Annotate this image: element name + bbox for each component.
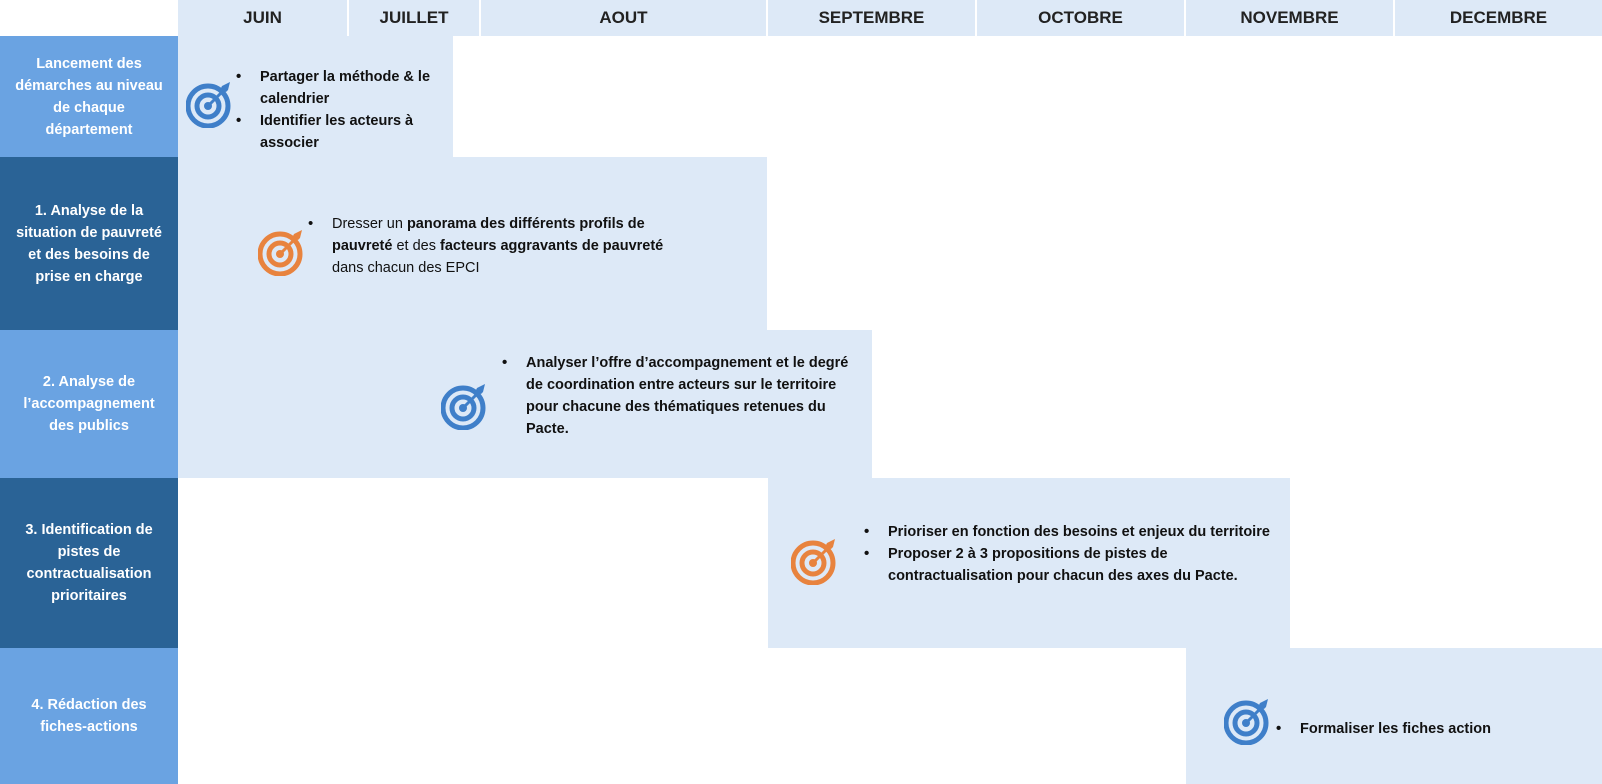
task-text: et des <box>392 238 441 254</box>
phase-text: Lancement des démarches au niveau de chaque département <box>15 55 163 138</box>
target-icon <box>441 382 489 430</box>
month-header-octobre: OCTOBRE <box>977 0 1184 36</box>
month-header-decembre: DECEMBRE <box>1395 0 1602 36</box>
task-text: Dresser un <box>332 216 407 232</box>
analysis2-task-item: • Analyser l’offre d’accompagnement et le degré de coordination entre acteurs sur le territoire pour chacune des thématiques retenues du Pacte. <box>500 352 850 440</box>
identification-task-list <box>862 521 1272 587</box>
month-header-novembre: NOVEMBRE <box>1186 0 1393 36</box>
analysis2-task-list <box>500 352 850 440</box>
phase-label-redaction <box>0 648 178 784</box>
analysis1-task-list <box>306 213 676 279</box>
phase-text: 1. Analyse de la situation de pauvreté et des besoins de prise en charge <box>16 202 162 285</box>
analysis1-task-item <box>306 213 676 279</box>
launch-task-item: • Partager la méthode & le calendrier <box>234 66 434 110</box>
phase-label-identification <box>0 478 178 648</box>
phase-text: 4. Rédaction des fiches-actions <box>31 697 147 735</box>
task-text: dans chacun des EPCI <box>332 260 480 276</box>
target-icon <box>1224 697 1272 745</box>
month-header-aout: AOUT <box>481 0 766 36</box>
target-icon <box>186 80 234 128</box>
target-icon <box>258 228 306 276</box>
month-header-septembre: SEPTEMBRE <box>768 0 975 36</box>
month-header-juin: JUIN <box>178 0 347 36</box>
task-text-emphasis: facteurs aggravants de pauvreté <box>440 238 664 254</box>
month-header-juillet: JUILLET <box>349 0 479 36</box>
identification-task-item: • Proposer 2 à 3 propositions de pistes de contractualisation pour chacun des axes du Pacte. <box>862 543 1272 587</box>
redaction-task-list <box>1274 718 1574 740</box>
phase-text: 2. Analyse de l’accompagnement des publics <box>23 374 155 434</box>
launch-task-list <box>234 66 434 154</box>
launch-task-item: • Identifier les acteurs à associer <box>234 110 434 154</box>
task-text-emphasis: panorama des différents profils de pauvreté <box>332 216 645 254</box>
redaction-task-item: • Formaliser les fiches action <box>1274 718 1574 740</box>
phase-label-analyse-accompagnement <box>0 330 178 478</box>
phase-text: 3. Identification de pistes de contractualisation prioritaires <box>25 522 153 604</box>
target-icon <box>791 537 839 585</box>
identification-task-item: • Prioriser en fonction des besoins et enjeux du territoire <box>862 521 1272 543</box>
phase-label-lancement <box>0 36 178 157</box>
phase-label-analyse-situation <box>0 157 178 330</box>
